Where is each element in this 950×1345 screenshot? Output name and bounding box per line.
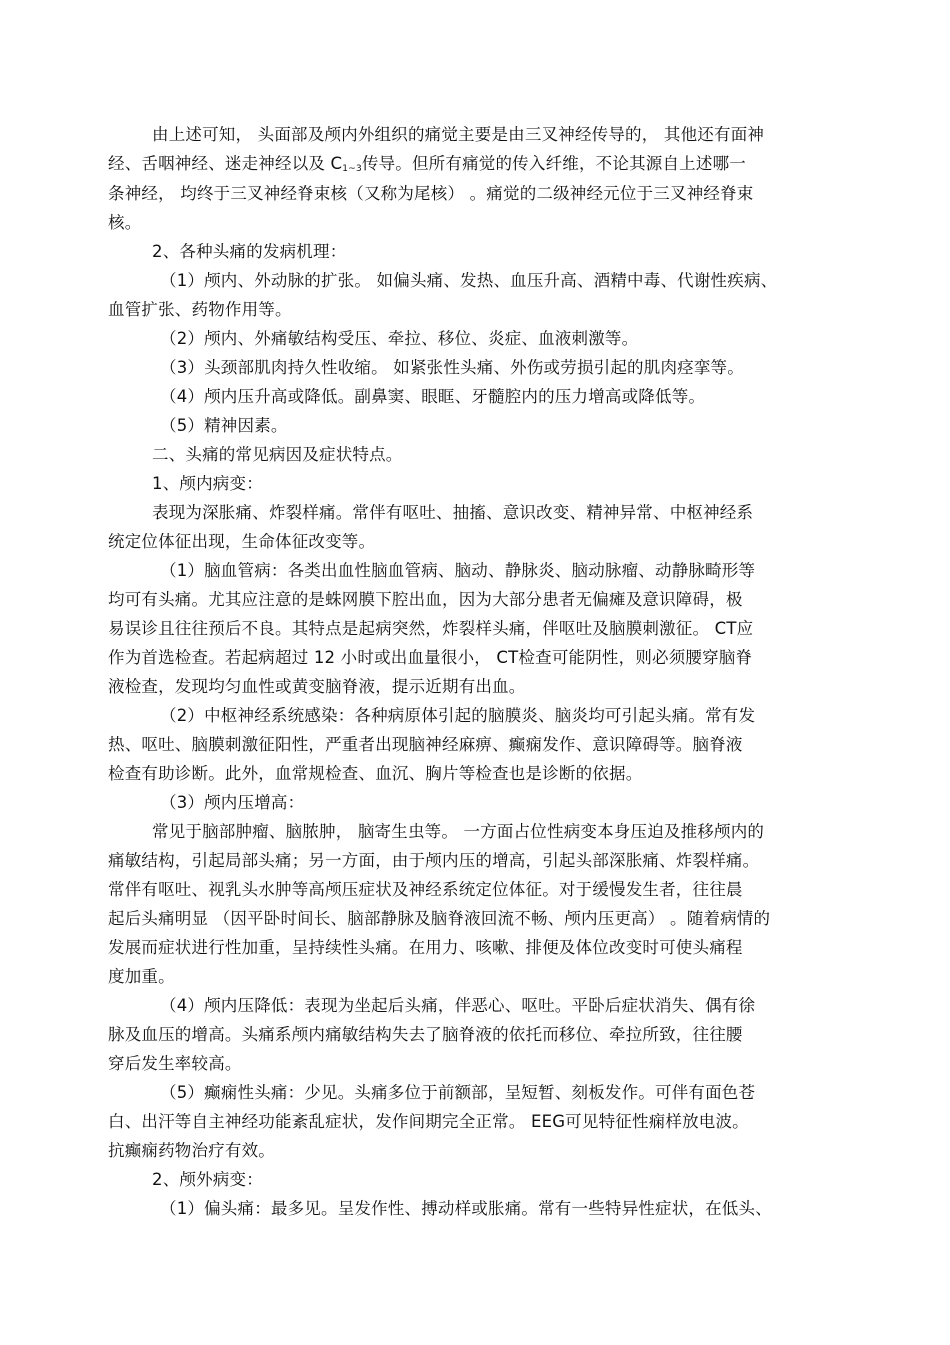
- text-line: 起后头痛明显 （因平卧时间长、脑部静脉及脑脊液回流不畅、颅内压更高） 。随着病情的: [108, 909, 771, 928]
- text-line: 度加重。: [108, 967, 175, 986]
- text-line: （2）颅内、外痛敏结构受压、牵拉、移位、炎症、血液刺激等。: [160, 329, 639, 348]
- text-line: 抗癫痫药物治疗有效。: [108, 1141, 275, 1160]
- text-line: 条神经， 均终于三叉神经脊束核（又称为尾核） 。痛觉的二级神经元位于三叉神经脊束: [108, 184, 754, 203]
- text-line: （3）头颈部肌肉持久性收缩。 如紧张性头痛、外伤或劳损引起的肌肉痉挛等。: [160, 358, 744, 377]
- text-line: 液检查，发现均匀血性或黄变脑脊液，提示近期有出血。: [108, 677, 526, 696]
- text-line: 脉及血压的增高。头痛系颅内痛敏结构失去了脑脊液的依托而移位、牵拉所致，往往腰: [108, 1025, 743, 1044]
- text-line: 易误诊且往往预后不良。其特点是起病突然，炸裂样头痛，伴呕吐及脑膜刺激征。 CT应: [108, 619, 754, 638]
- text-line: （5）癫痫性头痛：少见。头痛多位于前额部，呈短暂、刻板发作。可伴有面色苍: [160, 1083, 756, 1102]
- text-line: 穿后发生率较高。: [108, 1054, 242, 1073]
- text-line: 均可有头痛。尤其应注意的是蛛网膜下腔出血，因为大部分患者无偏瘫及意识障碍，极: [108, 590, 743, 609]
- text-line: 血管扩张、药物作用等。: [108, 300, 292, 319]
- section-heading: 2、颅外病变：: [152, 1170, 263, 1189]
- subscript: 1~3: [342, 164, 362, 174]
- section-heading: 2、各种头痛的发病机理：: [152, 242, 347, 261]
- section-heading: 1、颅内病变：: [152, 474, 263, 493]
- section-heading: 二、头痛的常见病因及症状特点。: [152, 445, 403, 464]
- text-line: （1）颅内、外动脉的扩张。 如偏头痛、发热、血压升高、酒精中毒、代谢性疾病、: [160, 271, 778, 290]
- text-line: 核。: [108, 213, 142, 232]
- text-line: 常伴有呕吐、视乳头水肿等高颅压症状及神经系统定位体征。对于缓慢发生者，往往晨: [108, 880, 743, 899]
- text-line: 痛敏结构，引起局部头痛；另一方面，由于颅内压的增高，引起头部深胀痛、炸裂样痛。: [108, 851, 760, 870]
- text-line: 白、出汗等自主神经功能紊乱症状，发作间期完全正常。 EEG可见特征性痫样放电波。: [108, 1112, 749, 1131]
- text-line: 发展而症状进行性加重，呈持续性头痛。在用力、咳嗽、排便及体位改变时可使头痛程: [108, 938, 743, 957]
- text-line: （3）颅内压增高：: [160, 793, 305, 812]
- text-line: （1）脑血管病：各类出血性脑血管病、脑动、静脉炎、脑动脉瘤、动静脉畸形等: [160, 561, 756, 580]
- text-line: （5）精神因素。: [160, 416, 288, 435]
- text-line: （4）颅内压降低：表现为坐起后头痛，伴恶心、呕吐。平卧后症状消失、偶有徐: [160, 996, 756, 1015]
- text-line: 检查有助诊断。此外，血常规检查、血沉、胸片等检查也是诊断的依据。: [108, 764, 643, 783]
- text-line: 常见于脑部肿瘤、脑脓肿， 脑寄生虫等。 一方面占位性病变本身压迫及推移颅内的: [152, 822, 765, 841]
- text-segment: 传导。但所有痛觉的传入纤维，不论其源自上述哪一: [361, 154, 746, 173]
- text-segment: 经、舌咽神经、迷走神经以及 C: [108, 154, 343, 173]
- text-line: （2）中枢神经系统感染：各种病原体引起的脑膜炎、脑炎均可引起头痛。常有发: [160, 706, 756, 725]
- text-line: （1）偏头痛：最多见。呈发作性、搏动样或胀痛。常有一些特异性症状，在低头、: [160, 1199, 772, 1218]
- text-line: 热、呕吐、脑膜刺激征阳性，严重者出现脑神经麻痹、癫痫发作、意识障碍等。脑脊液: [108, 735, 743, 754]
- text-line: 统定位体征出现，生命体征改变等。: [108, 532, 376, 551]
- text-line: （4）颅内压升高或降低。副鼻窦、眼眶、牙髓腔内的压力增高或降低等。: [160, 387, 706, 406]
- text-line: 由上述可知， 头面部及颅内外组织的痛觉主要是由三叉神经传导的， 其他还有面神: [152, 125, 765, 144]
- text-line: [108, 150, 746, 174]
- text-line: 作为首选检查。若起病超过 12 小时或出血量很小， CT检查可能阴性，则必须腰穿脑脊: [108, 648, 753, 667]
- text-line: 表现为深胀痛、炸裂样痛。常伴有呕吐、抽搐、意识改变、精神异常、中枢神经系: [152, 503, 754, 522]
